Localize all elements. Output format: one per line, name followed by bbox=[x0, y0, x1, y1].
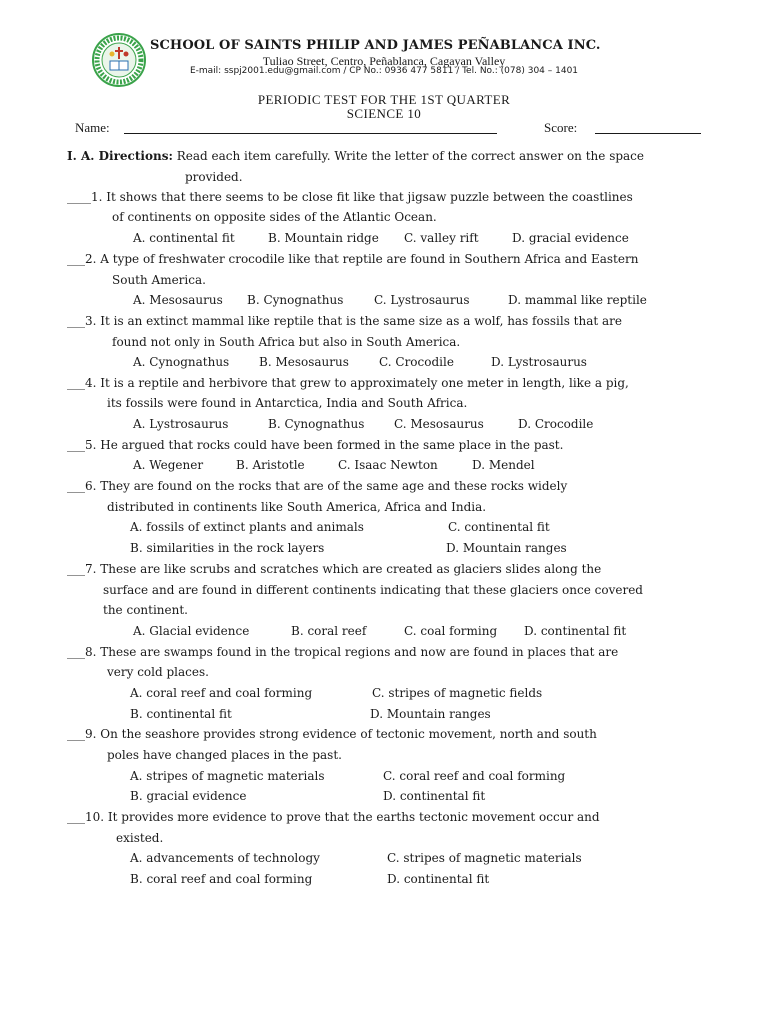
question-2-line-1: ___2. A type of freshwater crocodile like that reptile are found in Southern Africa and Eastern bbox=[67, 252, 639, 266]
question-3-line-1: ___3. It is an extinct mammal like reptile that is the same size as a wolf, has fossils that are bbox=[67, 314, 623, 328]
question-8-line-2: very cold places. bbox=[107, 665, 209, 679]
question-3-option-c: C. Crocodile bbox=[379, 355, 454, 369]
name-field-line[interactable] bbox=[124, 133, 497, 134]
school-address: Tuliao Street, Centro, Peñablanca, Cagayan Valley bbox=[262, 54, 506, 68]
question-7-option-b: B. coral reef bbox=[291, 624, 367, 638]
question-1-option-b: B. Mountain ridge bbox=[268, 231, 379, 245]
directions bbox=[67, 149, 644, 163]
question-6-line-2: distributed in continents like South America, Africa and India. bbox=[107, 500, 487, 514]
question-7-option-c: C. coal forming bbox=[404, 624, 498, 638]
question-7-line-3: the continent. bbox=[103, 603, 188, 617]
question-3-option-b: B. Mesosaurus bbox=[259, 355, 349, 369]
test-subject: SCIENCE 10 bbox=[346, 106, 422, 121]
question-4-option-d: D. Crocodile bbox=[518, 417, 594, 431]
score-label: Score: bbox=[544, 120, 578, 135]
question-6-option-b: B. similarities in the rock layers bbox=[130, 541, 325, 555]
test-title: PERIODIC TEST FOR THE 1ST QUARTER bbox=[257, 92, 511, 107]
question-3-line-2: found not only in South Africa but also in South America. bbox=[112, 335, 461, 349]
question-2-option-a: A. Mesosaurus bbox=[133, 293, 223, 307]
question-6-line-1: ___6. They are found on the rocks that are of the same age and these rocks widely bbox=[67, 479, 568, 493]
question-8-option-d: D. Mountain ranges bbox=[370, 707, 491, 721]
question-2-option-b: B. Cynognathus bbox=[247, 293, 344, 307]
school-name: SCHOOL OF SAINTS PHILIP AND JAMES PEÑABLANCA INC. bbox=[150, 38, 601, 53]
question-8-option-c: C. stripes of magnetic fields bbox=[372, 686, 543, 700]
question-1-option-d: D. gracial evidence bbox=[512, 231, 629, 245]
question-10-option-a: A. advancements of technology bbox=[130, 851, 320, 865]
name-label: Name: bbox=[75, 120, 110, 135]
question-9-option-b: B. gracial evidence bbox=[130, 789, 247, 803]
question-8-line-1: ___8. These are swamps found in the tropical regions and now are found in places that are bbox=[67, 645, 619, 659]
school-contact: E-mail: sspj2001.edu@gmail.com / CP No.: 0936 477 5811 / Tel. No.: (078) 304 – 1401 bbox=[189, 66, 579, 76]
question-2-option-d: D. mammal like reptile bbox=[508, 293, 647, 307]
question-1-line-2: of continents on opposite sides of the Atlantic Ocean. bbox=[112, 210, 437, 224]
question-9-option-a: A. stripes of magnetic materials bbox=[130, 769, 325, 783]
question-5-option-c: C. Isaac Newton bbox=[338, 458, 438, 472]
question-7-option-d: D. continental fit bbox=[524, 624, 627, 638]
question-6-option-c: C. continental fit bbox=[448, 520, 550, 534]
question-9-line-2: poles have changed places in the past. bbox=[107, 748, 342, 762]
directions-text: Read each item carefully. Write the letter of the correct answer on the space bbox=[176, 149, 645, 163]
question-8-option-b: B. continental fit bbox=[130, 707, 232, 721]
question-9-option-d: D. continental fit bbox=[383, 789, 486, 803]
question-10-line-1: ___10. It provides more evidence to prove that the earths tectonic movement occur and bbox=[67, 810, 600, 824]
question-3-option-a: A. Cynognathus bbox=[133, 355, 230, 369]
question-1-option-a: A. continental fit bbox=[133, 231, 235, 245]
question-7-line-1: ___7. These are like scrubs and scratches which are created as glaciers slides along the bbox=[67, 562, 602, 576]
question-4-line-1: ___4. It is a reptile and herbivore that grew to approximately one meter in length, like a pig, bbox=[67, 376, 629, 390]
question-4-line-2: its fossils were found in Antarctica, India and South Africa. bbox=[107, 396, 468, 410]
question-9-line-1: ___9. On the seashore provides strong evidence of tectonic movement, north and south bbox=[67, 727, 597, 741]
directions-label: I. A. Directions: bbox=[67, 149, 173, 163]
question-5-line-1: ___5. He argued that rocks could have been formed in the same place in the past. bbox=[67, 438, 564, 452]
question-1-option-c: C. valley rift bbox=[404, 231, 479, 245]
question-10-option-d: D. continental fit bbox=[387, 872, 490, 886]
question-1-line-1: ____1. It shows that there seems to be close fit like that jigsaw puzzle between the coastlines bbox=[67, 190, 633, 204]
question-3-option-d: D. Lystrosaurus bbox=[491, 355, 587, 369]
question-6-option-d: D. Mountain ranges bbox=[446, 541, 567, 555]
question-2-line-2: South America. bbox=[112, 273, 206, 287]
question-4-option-b: B. Cynognathus bbox=[268, 417, 365, 431]
question-10-option-c: C. stripes of magnetic materials bbox=[387, 851, 582, 865]
question-4-option-c: C. Mesosaurus bbox=[394, 417, 484, 431]
question-2-option-c: C. Lystrosaurus bbox=[374, 293, 470, 307]
question-5-option-a: A. Wegener bbox=[133, 458, 204, 472]
question-6-option-a: A. fossils of extinct plants and animals bbox=[130, 520, 364, 534]
question-8-option-a: A. coral reef and coal forming bbox=[130, 686, 313, 700]
question-5-option-d: D. Mendel bbox=[472, 458, 535, 472]
question-5-option-b: B. Aristotle bbox=[236, 458, 305, 472]
question-4-option-a: A. Lystrosaurus bbox=[133, 417, 229, 431]
score-field-line[interactable] bbox=[595, 133, 701, 134]
directions-text-continued: provided. bbox=[185, 170, 243, 184]
question-7-line-2: surface and are found in different continents indicating that these glaciers once covered bbox=[103, 583, 643, 597]
question-9-option-c: C. coral reef and coal forming bbox=[383, 769, 566, 783]
question-10-option-b: B. coral reef and coal forming bbox=[130, 872, 313, 886]
question-10-line-2: existed. bbox=[116, 831, 164, 845]
question-7-option-a: A. Glacial evidence bbox=[133, 624, 250, 638]
